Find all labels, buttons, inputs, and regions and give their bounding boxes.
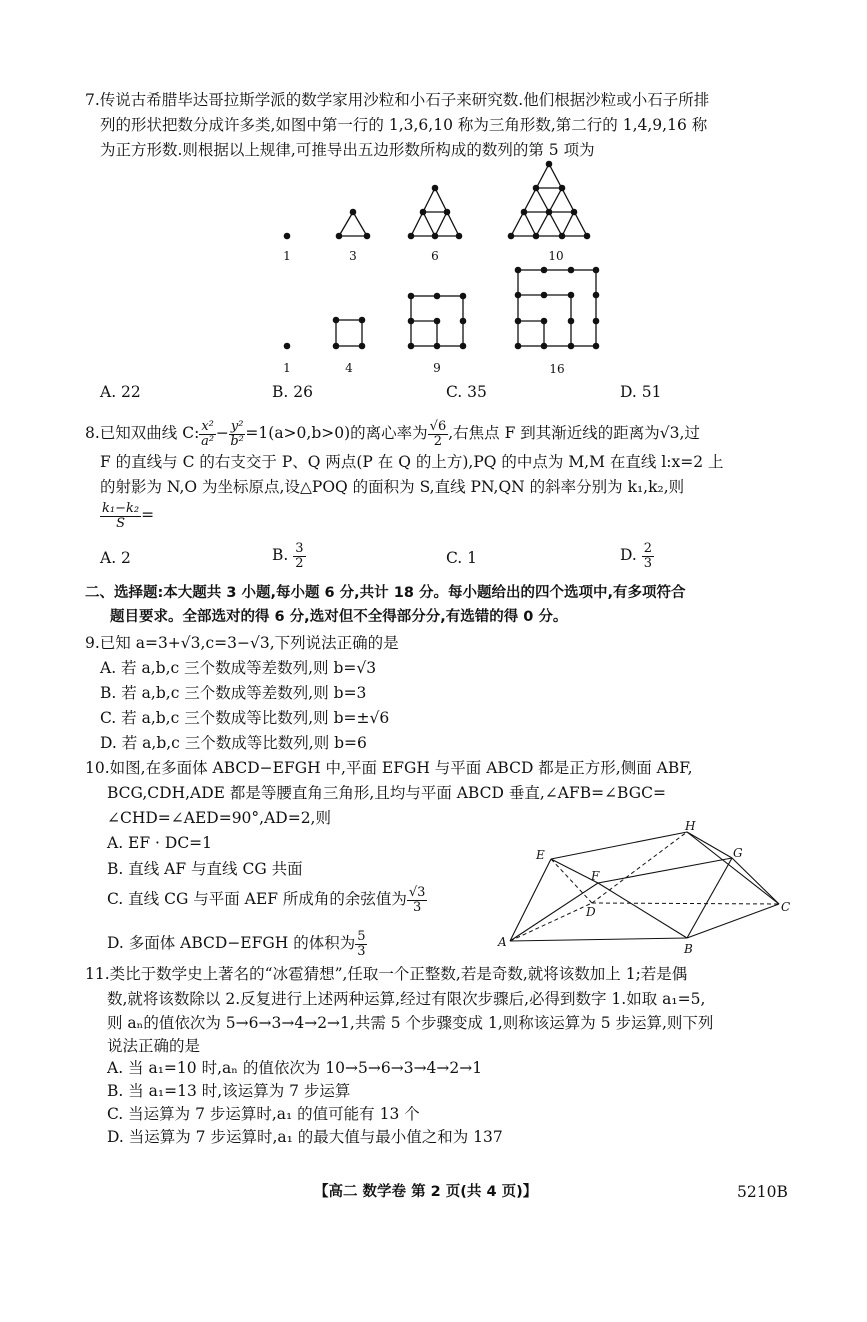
tri-label-10: 10 bbox=[548, 249, 564, 263]
q9-option-c: C. 若 a,b,c 三个数成等比数列,则 b=±√6 bbox=[100, 709, 390, 727]
label-g: G bbox=[733, 846, 743, 860]
q9-option-b: B. 若 a,b,c 三个数成等差数列,则 b=3 bbox=[100, 684, 367, 702]
q8-frac-e bbox=[428, 420, 449, 449]
q8-option-b-frac bbox=[293, 542, 305, 571]
q7-line3: 为正方形数.则根据以上规律,可推导出五边形数所构成的数列的第 5 项为 bbox=[100, 141, 595, 159]
q11-option-d: D. 当运算为 7 步运算时,a₁ 的最大值与最小值之和为 137 bbox=[107, 1128, 503, 1146]
q8-frac-x bbox=[199, 420, 216, 449]
sq-label-9: 9 bbox=[433, 361, 441, 375]
q11-option-c: C. 当运算为 7 步运算时,a₁ 的值可能有 13 个 bbox=[107, 1105, 420, 1123]
q8-option-c: C. 1 bbox=[446, 549, 478, 567]
q8-frac-e-den: 2 bbox=[433, 433, 443, 449]
q10-option-d-text: D. 多面体 ABCD−EFGH 的体积为 bbox=[107, 934, 356, 952]
q7-option-b: B. 26 bbox=[272, 383, 313, 401]
polyhedron-figure bbox=[490, 818, 800, 960]
q10-line2: BCG,CDH,ADE 都是等腰直角三角形,且均与平面 ABCD 垂直,∠AFB=∠BGC= bbox=[107, 784, 666, 802]
tri-label-3: 3 bbox=[349, 249, 357, 263]
q8-frac-y-num: y² bbox=[230, 418, 244, 434]
figurate-numbers-figure bbox=[270, 160, 610, 380]
q10-option-c-den: 3 bbox=[413, 899, 422, 915]
tri-label-1: 1 bbox=[283, 249, 291, 263]
q8-frac-x-num: x² bbox=[201, 418, 214, 434]
q8-option-d-label: D. bbox=[620, 546, 637, 564]
q11-line1: 11.类比于数学史上著名的“冰雹猜想”,任取一个正整数,若是奇数,就将该数加上 1;若是偶 bbox=[85, 965, 688, 983]
label-h: H bbox=[685, 819, 696, 833]
q8-frac-x-den: a² bbox=[201, 433, 215, 449]
q8-mid: =1(a>0,b>0)的离心率为 bbox=[245, 424, 428, 442]
q8-option-d-den: 3 bbox=[643, 555, 653, 571]
q7-option-d: D. 51 bbox=[620, 383, 662, 401]
q7-option-a: A. 22 bbox=[100, 383, 141, 401]
tri-label-6: 6 bbox=[431, 249, 439, 263]
q10-option-c-num: √3 bbox=[408, 884, 426, 900]
q8-line2: F 的直线与 C 的右支交于 P、Q 两点(P 在 Q 的上方),PQ 的中点为 M,M 在直线 l:x=2 上 bbox=[100, 453, 724, 471]
page-footer: 【高二 数学卷 第 2 页(共 4 页)】 bbox=[314, 1184, 538, 1200]
q8-option-b bbox=[272, 540, 306, 571]
q10-option-c bbox=[107, 882, 427, 916]
label-a: A bbox=[498, 935, 507, 949]
q9-option-a: A. 若 a,b,c 三个数成等差数列,则 b=√3 bbox=[100, 659, 377, 677]
q10-option-a: A. EF · DC=1 bbox=[107, 834, 213, 852]
q10-line3: ∠CHD=∠AED=90°,AD=2,则 bbox=[107, 809, 331, 827]
q8-ratio-eq: = bbox=[141, 506, 155, 524]
q10-line1: 10.如图,在多面体 ABCD−EFGH 中,平面 EFGH 与平面 ABCD 都是正方形,侧面 ABF, bbox=[85, 759, 693, 777]
sq-label-1: 1 bbox=[283, 361, 291, 375]
q9-stem: 9.已知 a=3+√3,c=3−√3,下列说法正确的是 bbox=[85, 634, 399, 652]
q10-option-d bbox=[107, 926, 367, 960]
q10-option-c-text: C. 直线 CG 与平面 AEF 所成角的余弦值为 bbox=[107, 890, 407, 908]
q8-frac-e-num: √6 bbox=[429, 418, 447, 434]
q8-line1 bbox=[85, 418, 700, 449]
q8-ratio-frac bbox=[100, 502, 141, 531]
q7-line2: 列的形状把数分成许多类,如图中第一行的 1,3,6,10 称为三角形数,第二行的 1,4,9,16 称 bbox=[100, 116, 708, 134]
q8-pre: 8.已知双曲线 C: bbox=[85, 424, 200, 442]
q8-option-b-den: 2 bbox=[295, 555, 304, 571]
q8-frac-y-den: b² bbox=[230, 433, 244, 449]
q7-option-c: C. 35 bbox=[446, 383, 487, 401]
q10-option-b: B. 直线 AF 与直线 CG 共面 bbox=[107, 860, 303, 878]
q11-line4: 说法正确的是 bbox=[107, 1037, 201, 1055]
q8-option-b-label: B. bbox=[272, 546, 289, 564]
q8-line4 bbox=[100, 500, 154, 531]
q8-option-d-num: 2 bbox=[643, 540, 653, 556]
q8-frac-y bbox=[229, 420, 246, 449]
q8-option-d bbox=[620, 540, 654, 571]
q10-option-c-frac bbox=[407, 886, 428, 915]
q8-option-d-frac bbox=[642, 542, 654, 571]
paper-code: 5210B bbox=[737, 1183, 788, 1201]
label-e: E bbox=[536, 848, 545, 862]
section2-line1: 二、选择题:本大题共 3 小题,每小题 6 分,共计 18 分。每小题给出的四个选项中,有多项符合 bbox=[85, 585, 686, 601]
q10-option-d-den: 3 bbox=[357, 943, 366, 959]
sq-label-4: 4 bbox=[345, 361, 353, 375]
q8-ratio-den: S bbox=[116, 515, 125, 531]
q8-post: ,右焦点 F 到其渐近线的距离为√3,过 bbox=[448, 424, 700, 442]
q7-line1: 7.传说古希腊毕达哥拉斯学派的数学家用沙粒和小石子来研究数.他们根据沙粒或小石子所排 bbox=[85, 91, 710, 109]
q11-option-b: B. 当 a₁=13 时,该运算为 7 步运算 bbox=[107, 1082, 351, 1100]
label-d: D bbox=[586, 905, 596, 919]
q10-option-d-num: 5 bbox=[357, 928, 366, 944]
label-c: C bbox=[781, 900, 791, 914]
sq-label-16: 16 bbox=[549, 362, 565, 376]
q11-line2: 数,就将该数除以 2.反复进行上述两种运算,经过有限次步骤后,必得到数字 1.如取 a₁=5, bbox=[107, 990, 706, 1008]
q8-ratio-num: k₁−k₂ bbox=[102, 500, 140, 516]
section2-line2: 题目要求。全部选对的得 6 分,选对但不全得部分分,有选错的得 0 分。 bbox=[110, 609, 568, 625]
q8-line3: 的射影为 N,O 为坐标原点,设△POQ 的面积为 S,直线 PN,QN 的斜率分别为 k₁,k₂,则 bbox=[100, 478, 685, 496]
q11-option-a: A. 当 a₁=10 时,aₙ 的值依次为 10→5→6→3→4→2→1 bbox=[107, 1059, 483, 1077]
q8-option-a: A. 2 bbox=[100, 549, 131, 567]
q8-option-b-num: 3 bbox=[295, 540, 304, 556]
q8-minus: − bbox=[215, 424, 229, 442]
label-f: F bbox=[591, 869, 600, 883]
q9-option-d: D. 若 a,b,c 三个数成等比数列,则 b=6 bbox=[100, 734, 367, 752]
label-b: B bbox=[684, 942, 693, 956]
q11-line3: 则 aₙ的值依次为 5→6→3→4→2→1,共需 5 个步骤变成 1,则称该运算为 5 步运算,则下列 bbox=[107, 1014, 714, 1032]
q10-option-d-frac bbox=[355, 930, 367, 959]
